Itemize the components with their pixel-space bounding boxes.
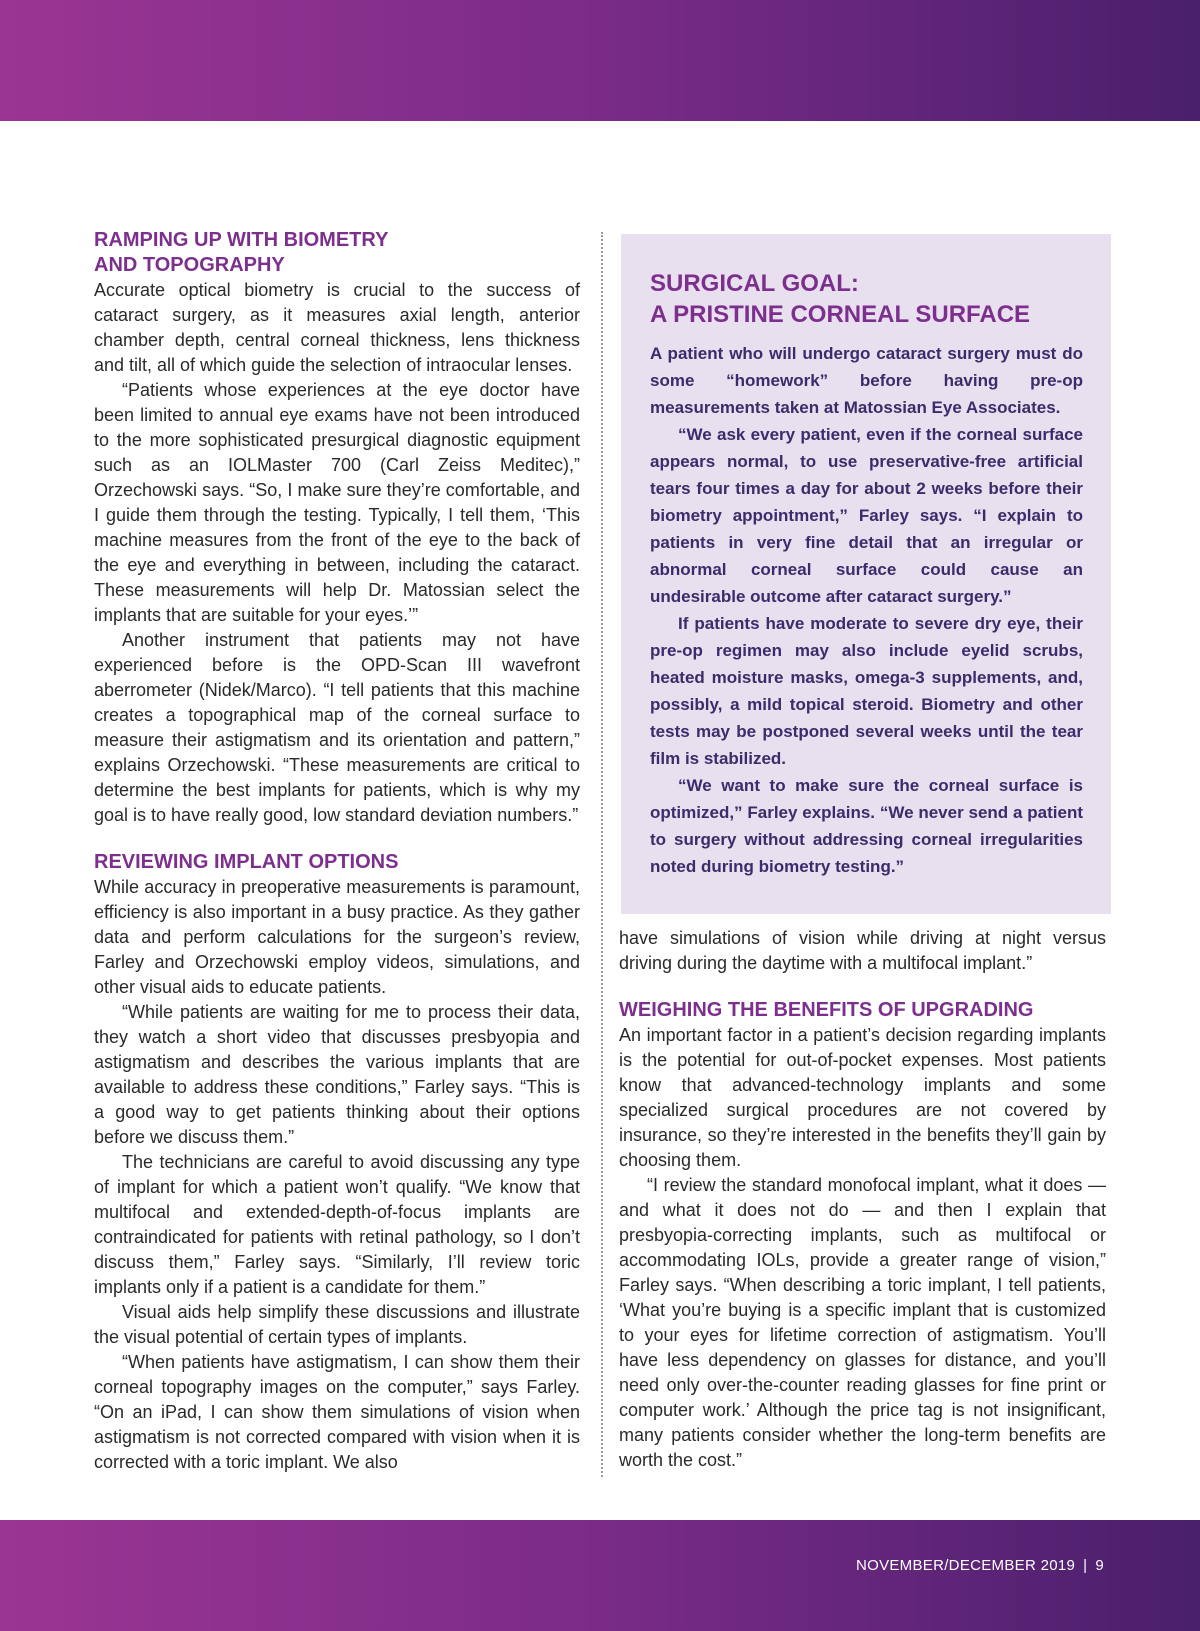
paragraph: The technicians are careful to avoid discussing any type of implant for which a patient won’t qualify. “We know that multifocal and extended-depth-of-focus implants are contraindicated for patients with retinal pathology, so I don’t discuss them,” Farley says. “Similarly, I’ll review toric implants only if a patient is a candidate for them.” (94, 1152, 580, 1297)
issue-date: NOVEMBER/DECEMBER 2019 (855, 1557, 1076, 1574)
sidebar-box (621, 234, 1111, 914)
section-body-biometry (94, 278, 580, 828)
continuation-text (619, 926, 1106, 976)
page-footer (856, 1557, 1104, 1574)
sidebar-title (650, 268, 1083, 330)
paragraph: “When patients have astigmatism, I can show them their corneal topography images on the computer,” says Farley. “On an iPad, I can show them simulations of vision when astigmatism is not corrected compared with vision when it is corrected with a toric implant. We also (94, 1352, 580, 1472)
left-column (94, 228, 580, 1475)
paragraph: Accurate optical biometry is crucial to the success of cataract surgery, as it measures axial length, anterior chamber depth, central corneal thickness, lens thickness and tilt, all of which guide the selection of intraocular lenses. (94, 280, 580, 375)
paragraph: “Patients whose experiences at the eye doctor have been limited to annual eye exams have not been introduced to the more sophisticated presurgical diagnostic equipment such as an IOLMaster 700 (Carl Zeiss Meditec),” Orzechowski says. “So, I make sure they’re comfortable, and I guide them through the testing. Typically, I tell them, ‘This machine measures from the front of the eye to the back of the eye and everything in between, including the cataract. These measurements will help Dr. Matossian select the implants that are suitable for your eyes.’” (94, 380, 580, 625)
paragraph: Another instrument that patients may not have experienced before is the OPD-Scan III wavefront aberrometer (Nidek/Marco). “I tell patients that this machine creates a topographical map of the corneal surface to measure their astigmatism and its orientation and pattern,” explains Orzechowski. “These measurements are critical to determine the best implants for patients, which is why my goal is to have really good, low standard deviation numbers.” (94, 630, 580, 825)
sidebar-paragraph: If patients have moderate to severe dry eye, their pre-op regimen may also include eyelid scrubs, heated moisture masks, omega-3 supplements, and, possibly, a mild topical steroid. Biometry and other tests may be postponed several weeks until the tear film is stabilized. (650, 614, 1083, 768)
paragraph: An important factor in a patient’s decision regarding implants is the potential for out-of-pocket expenses. Most patients know that advanced-technology implants and some specialized surgical procedures are not covered by insurance, so they’re interested in the benefits they’ll gain by choosing them. (619, 1025, 1106, 1170)
paragraph: have simulations of vision while driving at night versus driving during the daytime with a multifocal implant.” (619, 928, 1106, 973)
paragraph: Visual aids help simplify these discussions and illustrate the visual potential of certain types of implants. (94, 1302, 580, 1347)
heading-line: RAMPING UP WITH BIOMETRY (94, 229, 389, 251)
sidebar-paragraph: “We want to make sure the corneal surface is optimized,” Farley explains. “We never send a patient to surgery without addressing corneal irregularities noted during biometry testing.” (650, 776, 1083, 876)
sidebar-paragraph: “We ask every patient, even if the corneal surface appears normal, to use preservative-free artificial tears four times a day for about 2 weeks before their biometry appointment,” Farley says. “I explain to patients in very fine detail that an irregular or abnormal corneal surface could cause an undesirable outcome after cataract surgery.” (650, 425, 1083, 606)
page-number: 9 (1095, 1557, 1104, 1574)
section-heading-upgrading: WEIGHING THE BENEFITS OF UPGRADING (619, 999, 1034, 1021)
sidebar-paragraph: A patient who will undergo cataract surgery must do some “homework” before having pre-op measurements taken at Matossian Eye Associates. (650, 344, 1083, 417)
heading-line: AND TOPOGRAPHY (94, 254, 285, 276)
footer-separator: | (1083, 1557, 1088, 1574)
paragraph: While accuracy in preoperative measurements is paramount, efficiency is also important in a busy practice. As they gather data and perform calculations for the surgeon’s review, Farley and Orzechowski employ videos, simulations, and other visual aids to educate patients. (94, 877, 580, 997)
section-body-implant-options (94, 875, 580, 1475)
paragraph: “While patients are waiting for me to process their data, they watch a short video that discusses presbyopia and astigmatism and describes the various implants that are available to address these conditions,” Farley says. “This is a good way to get patients thinking about their options before we discuss them.” (94, 1002, 580, 1147)
sidebar-title-line: A PRISTINE CORNEAL SURFACE (650, 301, 1031, 328)
column-divider (601, 232, 603, 1477)
sidebar-title-line: SURGICAL GOAL: (650, 270, 859, 297)
right-column (619, 926, 1106, 1473)
section-body-upgrading (619, 1023, 1106, 1473)
section-heading-biometry (94, 228, 580, 278)
footer-band (0, 1520, 1200, 1631)
header-band (0, 0, 1200, 121)
section-heading-implant-options: REVIEWING IMPLANT OPTIONS (94, 851, 399, 873)
paragraph: “I review the standard monofocal implant, what it does — and what it does not do — and then I explain that presbyopia-correcting implants, such as multifocal or accommodating IOLs, provide a greater range of vision,” Farley says. “When describing a toric implant, I tell patients, ‘What you’re buying is a specific implant that is customized to your eyes for lifetime correction of astigmatism. You’ll have less dependency on glasses for distance, and you’ll need only over-the-counter reading glasses for fine print or computer work.’ Although the price tag is not insignificant, many patients consider whether the long-term benefits are worth the cost.” (619, 1175, 1106, 1470)
